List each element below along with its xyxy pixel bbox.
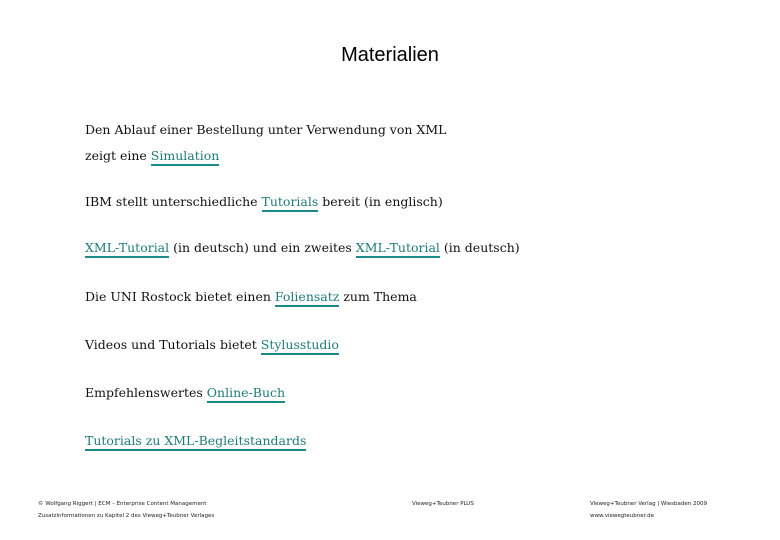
xml-tutorial-link-2[interactable]: XML-Tutorial bbox=[356, 240, 440, 258]
simulation-link[interactable]: Simulation bbox=[151, 148, 220, 166]
paragraph-text: zeigt eine bbox=[85, 148, 151, 163]
paragraph-text: Videos und Tutorials bietet bbox=[85, 337, 261, 352]
paragraph-text: IBM stellt unterschiedliche bbox=[85, 194, 262, 209]
ibm-tutorials-link[interactable]: Tutorials bbox=[262, 194, 319, 212]
paragraph-text: Die UNI Rostock bietet einen bbox=[85, 289, 275, 304]
online-book-link[interactable]: Online-Buch bbox=[207, 385, 285, 403]
paragraph-text: bereit (in englisch) bbox=[318, 194, 443, 209]
paragraph-text: (in deutsch) und ein zweites bbox=[169, 240, 356, 255]
footer-left bbox=[38, 498, 214, 522]
paragraph-text: zum Thema bbox=[339, 289, 417, 304]
foliensatz-link[interactable]: Foliensatz bbox=[275, 289, 339, 307]
paragraph-stylusstudio bbox=[85, 332, 339, 358]
footer-center: Vieweg+Teubner PLUS bbox=[412, 501, 474, 507]
paragraph-xml-standards bbox=[85, 428, 306, 454]
footer-right bbox=[590, 498, 707, 522]
footer-website: www.viewegteubner.de bbox=[590, 513, 655, 519]
paragraph-online-book bbox=[85, 380, 285, 406]
paragraph-uni-rostock bbox=[85, 284, 417, 310]
paragraph-text: Den Ablauf einer Bestellung unter Verwendung von XML bbox=[85, 122, 447, 137]
xml-tutorial-link-1[interactable]: XML-Tutorial bbox=[85, 240, 169, 258]
paragraph-text: Empfehlenswertes bbox=[85, 385, 207, 400]
paragraph-simulation bbox=[85, 117, 446, 169]
paragraph-ibm-tutorials bbox=[85, 189, 443, 215]
footer-copyright: © Wolfgang Riggert | ECM – Enterprise Content Management bbox=[38, 501, 207, 507]
paragraph-xml-tutorials bbox=[85, 235, 520, 261]
paragraph-text: (in deutsch) bbox=[439, 240, 520, 255]
footer-info: Zusatzinformationen zu Kapitel 2 des Vieweg+Teubner Verlages bbox=[38, 513, 215, 519]
page-title: Materialien bbox=[341, 44, 439, 66]
footer-publisher: Vieweg+Teubner Verlag | Wiesbaden 2009 bbox=[590, 501, 707, 507]
stylusstudio-link[interactable]: Stylusstudio bbox=[261, 337, 339, 355]
xml-standards-link[interactable]: Tutorials zu XML-Begleitstandards bbox=[85, 433, 306, 451]
